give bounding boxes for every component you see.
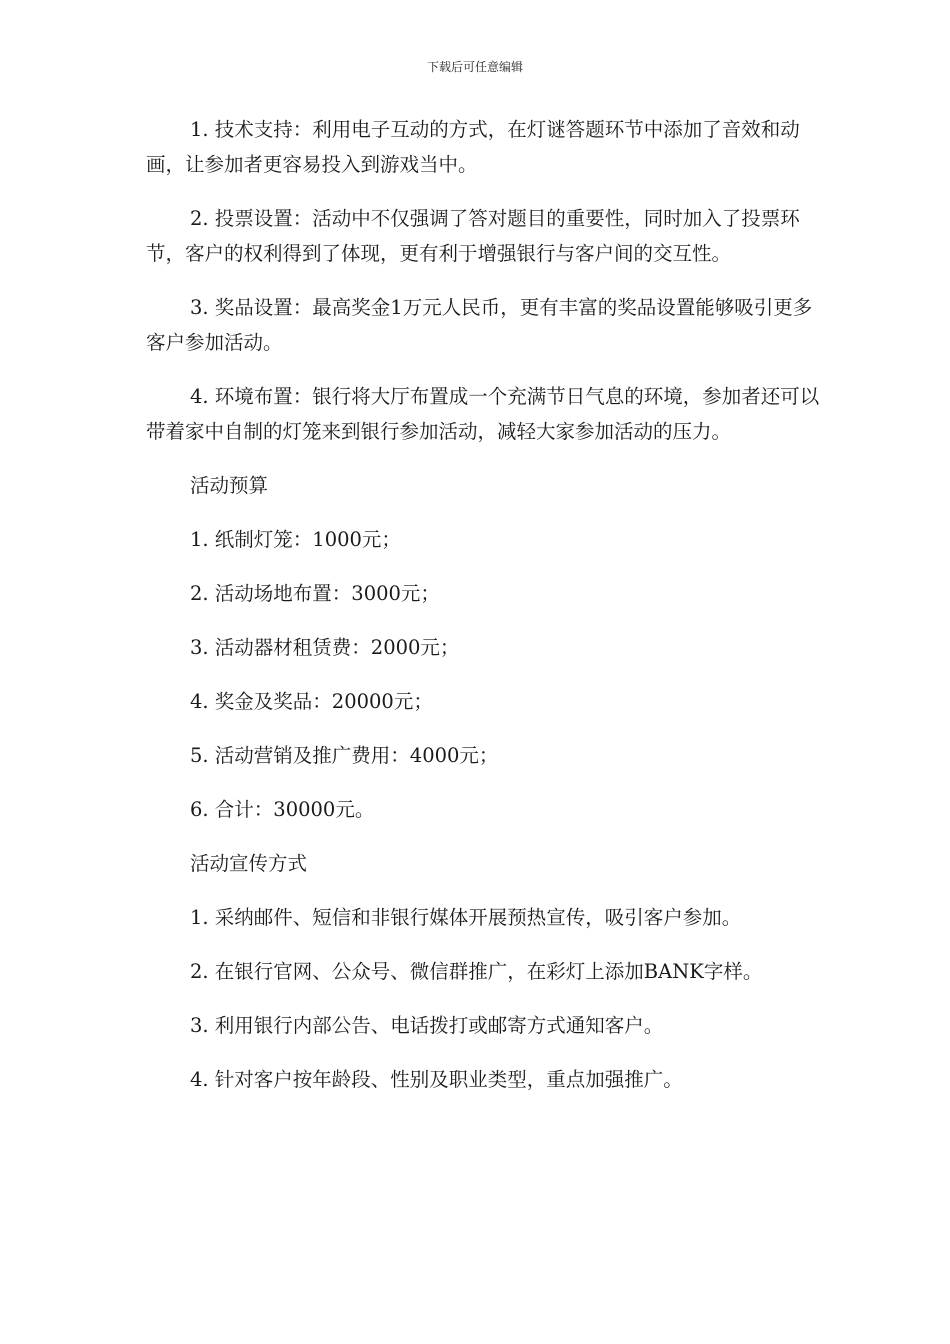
promotion-item-3: 3. 利用银行内部公告、电话拨打或邮寄方式通知客户。 xyxy=(190,1014,664,1037)
page-header: 下载后可任意编辑 xyxy=(426,60,523,74)
promotion-heading: 活动宣传方式 xyxy=(190,852,308,875)
budget-item-5: 5. 活动营销及推广费用：4000元； xyxy=(190,744,499,767)
budget-item-3: 3. 活动器材租赁费：2000元； xyxy=(190,636,460,659)
feature-item-4: 4. 环境布置：银行将大厅布置成一个充满节日气息的环境，参加者还可以带着家中自制的灯笼来到银行参加活动，减轻大家参加活动的压力。 xyxy=(146,385,820,443)
budget-item-2: 2. 活动场地布置：3000元； xyxy=(190,582,440,605)
feature-item-1: 1. 技术支持：利用电子互动的方式，在灯谜答题环节中添加了音效和动画，让参加者更容易投入到游戏当中。 xyxy=(146,118,800,176)
promotion-item-4: 4. 针对客户按年龄段、性别及职业类型，重点加强推广。 xyxy=(190,1068,683,1091)
budget-item-1: 1. 纸制灯笼：1000元； xyxy=(190,528,401,551)
promotion-item-2: 2. 在银行官网、公众号、微信群推广，在彩灯上添加BANK字样。 xyxy=(190,960,763,983)
feature-item-3: 3. 奖品设置：最高奖金1万元人民币，更有丰富的奖品设置能够吸引更多客户参加活动。 xyxy=(146,296,813,354)
budget-item-6: 6. 合计：30000元。 xyxy=(190,798,375,821)
promotion-item-1: 1. 采纳邮件、短信和非银行媒体开展预热宣传，吸引客户参加。 xyxy=(190,906,742,929)
budget-item-4: 4. 奖金及奖品：20000元； xyxy=(190,690,433,713)
document-body xyxy=(146,112,826,1116)
feature-item-2: 2. 投票设置：活动中不仅强调了答对题目的重要性，同时加入了投票环节，客户的权利得到了体现，更有利于增强银行与客户间的交互性。 xyxy=(146,207,800,265)
budget-heading: 活动预算 xyxy=(190,474,269,497)
